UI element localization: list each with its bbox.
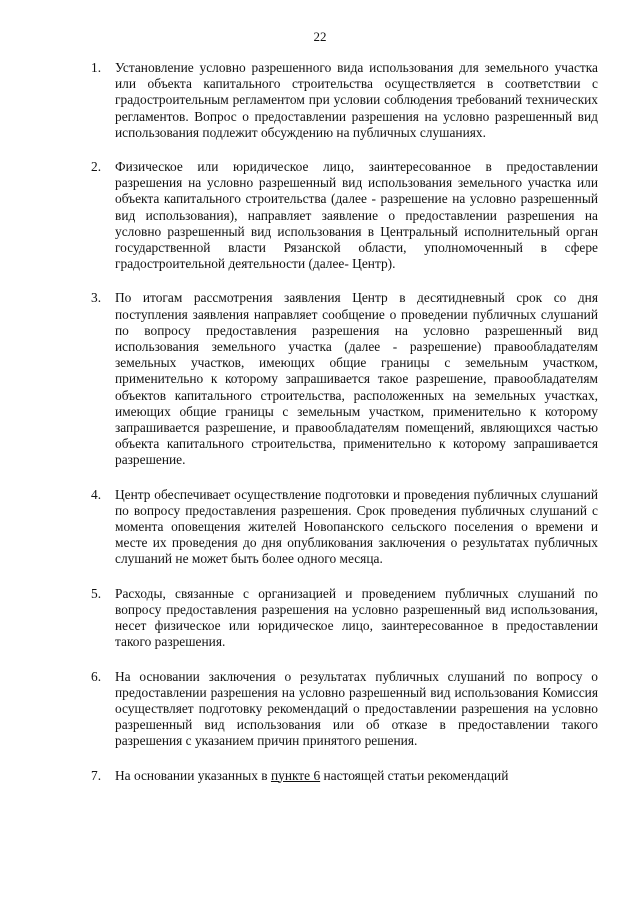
item-text: Физическое или юридическое лицо, заинтересованное в предоставлении разрешения на условно разрешенный вид использования земельного участка или объекта капитального строительства (далее - разрешение на условно разрешенный вид использования), направляет заявление о предоставлении разрешения на условно разрешенный вид использования в Центральный исполнительный орган государственной власти Рязанской области, уполномоченный в сфере градостроительной деятельности (далее- Центр). [115,159,598,272]
page-number: 22 [313,29,327,44]
item-number: 6. [91,668,102,684]
item-text: Установление условно разрешенного вида использования для земельного участка или объекта капитального строительства осуществляется в соответствии с градостроительным регламентом при условии соблюдения требований технических регламентов. Вопрос о предоставлении разрешения на условно разрешенный вид использования подлежит обсуждению на публичных слушаниях. [115,60,598,140]
item-text [115,768,598,784]
item-text: Расходы, связанные с организацией и проведением публичных слушаний по вопросу предоставления разрешения на условно разрешенный вид использования, несет физическое или юридическое лицо, заинтересованное в предоставлении такого разрешения. [115,585,598,650]
list-item-3 [91,290,598,468]
item-number: 4. [91,486,102,502]
item-text-after-link: настоящей статьи рекомендаций [320,767,509,783]
list-item-5 [91,586,598,651]
item-text: Центр обеспечивает осуществление подготовки и проведения публичных слушаний по вопросу предоставления разрешения. Срок проведения публичных слушаний с момента оповещения жителей Новопанского сельского поселения о времени и месте их проведения до дня опубликования заключения о результатах публичных слушаний не может быть более одного месяца. [115,486,598,567]
numbered-list [91,60,598,802]
list-item-6 [91,669,598,750]
item-number: 7. [91,767,102,783]
item-number: 2. [91,159,102,175]
item-number: 5. [91,585,102,601]
item-text-before-link: На основании указанных в [115,767,271,783]
list-item-2 [91,159,598,272]
list-item-7 [91,768,598,784]
item-number: 1. [91,60,102,75]
list-item-4 [91,487,598,568]
item-number: 3. [91,290,102,306]
item-text: По итогам рассмотрения заявления Центр в десятидневный срок со дня поступления заявления направляет сообщение о проведении публичных слушаний по вопросу предоставления разрешения на условно разрешенный вид использования земельного участка (далее - разрешение) правообладателям земельных участков, имеющих общие границы с земельным участком, применительно к которому запрашивается такое разрешение, правообладателям объектов капитального строительства, расположенных на земельных участках, имеющих общие границы с земельным участком, применительно к которому запрашивается разрешение, и правообладателям помещений, являющихся частью объекта капитального строительства, применительно к которому запрашивается разрешение. [115,290,598,468]
paragraph-6-link[interactable]: пункте 6 [270,767,321,783]
item-text: На основании заключения о результатах публичных слушаний по вопросу о предоставлении разрешения на условно разрешенный вид использования Комиссия осуществляет подготовку рекомендаций о предоставлении разрешения на условно разрешенный вид использования или об отказе в предоставлении такого разрешения с указанием причин принятого решения. [115,668,598,749]
list-item-1 [91,60,598,141]
